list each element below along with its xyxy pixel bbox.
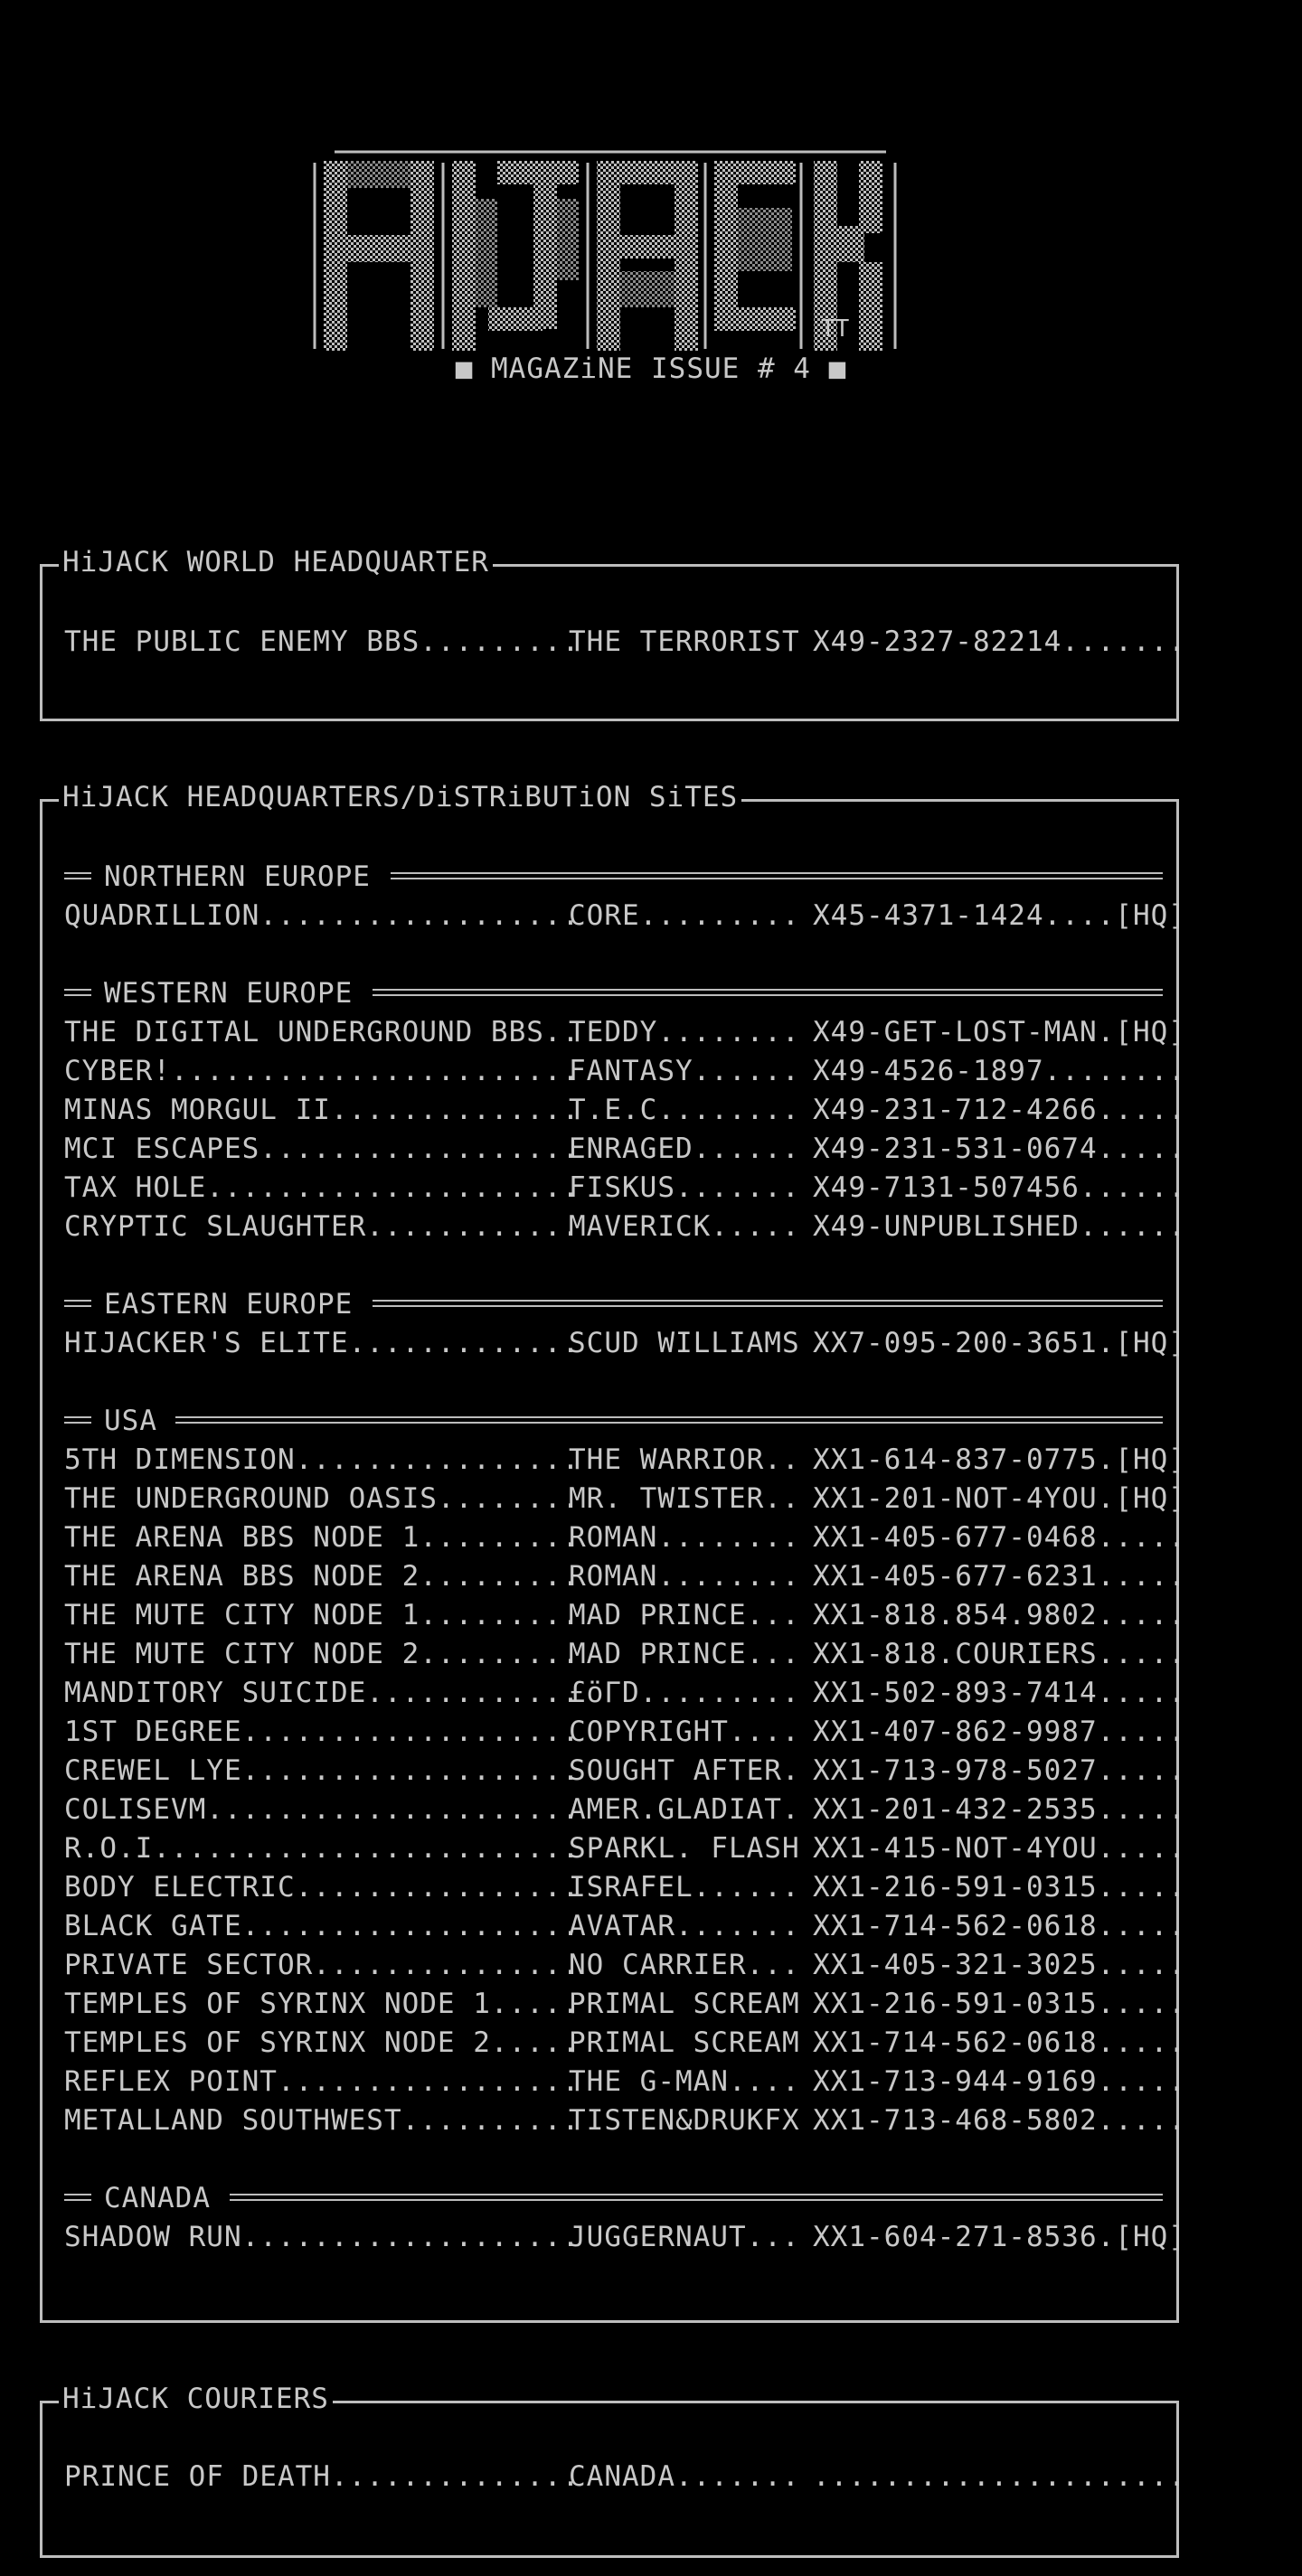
- listing-row: [64, 1479, 1186, 1518]
- sysop-name: COPYRIGHT....: [569, 1716, 800, 1748]
- section-box: [40, 546, 1186, 721]
- region-name: USA: [104, 1405, 157, 1437]
- section-title: HiJACK HEADQUARTERS/DiSTRiBUTiON SiTES: [59, 777, 741, 817]
- sysop-name: SOUGHT AFTER.: [569, 1754, 800, 1787]
- listing-row: [64, 1168, 1186, 1208]
- sysop-name: T.E.C........: [569, 1094, 800, 1126]
- sysop-name: MAD PRINCE...: [569, 1638, 800, 1670]
- phone-number: XX1-714-562-0618.....: [813, 1910, 1186, 1942]
- phone-number: XX1-407-862-9987.....: [813, 1716, 1186, 1748]
- bbs-name: METALLAND SOUTHWEST..........: [64, 2104, 580, 2137]
- listing-row: [64, 1673, 1186, 1713]
- listing-row: [64, 1984, 1186, 2024]
- bbs-name: TEMPLES OF SYRINX NODE 2.....: [64, 2026, 580, 2059]
- listing-row: [64, 1712, 1186, 1752]
- sysop-name: £öΓD.........: [569, 1677, 800, 1709]
- sysop-name: PRIMAL SCREAM: [569, 2026, 800, 2059]
- sysop-name: ISRAFEL......: [569, 1871, 800, 1904]
- section-title: HiJACK WORLD HEADQUARTER: [59, 542, 493, 582]
- region-rule: [373, 989, 1163, 996]
- listing-row: [64, 1012, 1186, 1052]
- sysop-name: JUGGERNAUT...: [569, 2221, 800, 2253]
- svg-text:TT: TT: [821, 315, 850, 343]
- section-box: [40, 781, 1186, 2323]
- section-title: HiJACK COURIERS: [59, 2379, 333, 2419]
- sysop-name: AMER.GLADIAT.: [569, 1793, 800, 1826]
- listing-row: [64, 1051, 1186, 1091]
- sysop-name: THE G-MAN....: [569, 2065, 800, 2098]
- phone-number: .....................: [813, 2460, 1186, 2493]
- bbs-name: TEMPLES OF SYRINX NODE 1.....: [64, 1988, 580, 2020]
- region-header: [64, 1401, 1163, 1441]
- phone-number: XX1-415-NOT-4YOU.....: [813, 1832, 1186, 1865]
- listing-row: [64, 2023, 1186, 2063]
- sysop-name: AVATAR.......: [569, 1910, 800, 1942]
- listing-row: [64, 896, 1186, 935]
- bbs-name: COLISEVM.....................: [64, 1793, 580, 1826]
- sysop-name: TEDDY........: [569, 1016, 800, 1048]
- bbs-name: REFLEX POINT.................: [64, 2065, 580, 2098]
- sysop-name: FISKUS.......: [569, 1171, 800, 1204]
- bbs-name: CYBER!.......................: [64, 1055, 580, 1087]
- phone-number: XX1-614-837-0775.[HQ]: [813, 1443, 1186, 1476]
- bbs-name: 1ST DEGREE...................: [64, 1716, 580, 1748]
- region-rule: [64, 1300, 91, 1307]
- region-rule: [175, 1416, 1163, 1424]
- bbs-name: MCI ESCAPES..................: [64, 1133, 580, 1165]
- listing-row: [64, 1440, 1186, 1480]
- phone-number: XX1-818.COURIERS.....: [813, 1638, 1186, 1670]
- sysop-name: THE WARRIOR..: [569, 1443, 800, 1476]
- phone-number: XX1-405-321-3025.....: [813, 1949, 1186, 1981]
- sysop-name: CORE.........: [569, 899, 800, 932]
- listing-row: [64, 1595, 1186, 1635]
- region-header: [64, 1284, 1163, 1324]
- bbs-name: BLACK GATE...................: [64, 1910, 580, 1942]
- sysop-name: SPARKL. FLASH: [569, 1832, 800, 1865]
- phone-number: XX1-604-271-8536.[HQ]: [813, 2221, 1186, 2253]
- listing-row: [64, 1207, 1186, 1246]
- region-rule: [391, 872, 1163, 879]
- sysop-name: ENRAGED......: [569, 1133, 800, 1165]
- phone-number: XX1-405-677-0468.....: [813, 1521, 1186, 1554]
- listing-row: [64, 1090, 1186, 1130]
- listing-row: [64, 1829, 1186, 1868]
- phone-number: XX1-216-591-0315.....: [813, 1871, 1186, 1904]
- phone-number: XX1-502-893-7414.....: [813, 1677, 1186, 1709]
- bbs-name: R.O.I........................: [64, 1832, 580, 1865]
- bbs-name: THE ARENA BBS NODE 1.........: [64, 1521, 580, 1554]
- sysop-name: SCUD WILLIAMS: [569, 1327, 800, 1359]
- region-header: [64, 2178, 1163, 2218]
- sysop-name: MAD PRINCE...: [569, 1599, 800, 1631]
- bbs-name: CREWEL LYE...................: [64, 1754, 580, 1787]
- listing-row: [64, 1323, 1186, 1363]
- phone-number: X49-UNPUBLISHED......: [813, 1210, 1186, 1243]
- phone-number: XX1-201-NOT-4YOU.[HQ]: [813, 1482, 1186, 1515]
- phone-number: XX1-713-978-5027.....: [813, 1754, 1186, 1787]
- listing-row: [64, 622, 1186, 662]
- bbs-name: BODY ELECTRIC................: [64, 1871, 580, 1904]
- bbs-name: THE PUBLIC ENEMY BBS.........: [64, 625, 580, 658]
- bbs-name: THE MUTE CITY NODE 2.........: [64, 1638, 580, 1670]
- region-rule: [64, 1416, 91, 1424]
- region-header: [64, 857, 1163, 897]
- bbs-name: THE MUTE CITY NODE 1.........: [64, 1599, 580, 1631]
- bbs-name: PRIVATE SECTOR...............: [64, 1949, 580, 1981]
- listing-row: [64, 2062, 1186, 2101]
- phone-number: XX1-713-468-5802.....: [813, 2104, 1186, 2137]
- bbs-name: HIJACKER'S ELITE.............: [64, 1327, 580, 1359]
- phone-number: XX1-201-432-2535.....: [813, 1793, 1186, 1826]
- phone-number: X49-2327-82214.......: [813, 625, 1186, 658]
- region-rule: [373, 1300, 1163, 1307]
- phone-number: XX1-405-677-6231.....: [813, 1560, 1186, 1593]
- listing-row: [64, 2217, 1186, 2257]
- listing-row: [64, 1634, 1186, 1674]
- bbs-name: QUADRILLION..................: [64, 899, 580, 932]
- phone-number: XX1-818.854.9802.....: [813, 1599, 1186, 1631]
- region-header: [64, 973, 1163, 1013]
- phone-number: XX1-714-562-0618.....: [813, 2026, 1186, 2059]
- region-name: WESTERN EUROPE: [104, 977, 354, 1010]
- bbs-name: 5TH DIMENSION................: [64, 1443, 580, 1476]
- hijack-logo: [307, 145, 915, 354]
- phone-number: X49-231-531-0674.....: [813, 1133, 1186, 1165]
- region-name: NORTHERN EUROPE: [104, 860, 371, 893]
- magazine-issue-line: ■ MAGAZiNE ISSUE # 4 ■: [455, 353, 847, 385]
- region-rule: [64, 989, 91, 996]
- sysop-name: NO CARRIER...: [569, 1949, 800, 1981]
- sysop-name: FANTASY......: [569, 1055, 800, 1087]
- phone-number: XX1-713-944-9169.....: [813, 2065, 1186, 2098]
- region-rule: [64, 2194, 91, 2201]
- listing-row: [64, 1129, 1186, 1169]
- bbs-name: THE UNDERGROUND OASIS........: [64, 1482, 580, 1515]
- listing-row: [64, 1790, 1186, 1829]
- sysop-name: ROMAN........: [569, 1521, 800, 1554]
- sysop-name: ROMAN........: [569, 1560, 800, 1593]
- listing-row: [64, 2101, 1186, 2140]
- region-name: CANADA: [104, 2182, 211, 2214]
- phone-number: X45-4371-1424....[HQ]: [813, 899, 1186, 932]
- listing-row: [64, 1556, 1186, 1596]
- phone-number: X49-GET-LOST-MAN.[HQ]: [813, 1016, 1186, 1048]
- listing-row: [64, 1518, 1186, 1557]
- listing-row: [64, 1751, 1186, 1791]
- bbs-name: CRYPTIC SLAUGHTER............: [64, 1210, 580, 1243]
- listing-row: [64, 1945, 1186, 1985]
- region-rule: [64, 872, 91, 879]
- bbs-name: SHADOW RUN...................: [64, 2221, 580, 2253]
- phone-number: X49-7131-507456......: [813, 1171, 1186, 1204]
- listing-row: [64, 2457, 1186, 2496]
- bbs-name: TAX HOLE.....................: [64, 1171, 580, 1204]
- region-rule: [230, 2194, 1163, 2201]
- sysop-name: CANADA.......: [569, 2460, 800, 2493]
- phone-number: XX7-095-200-3651.[HQ]: [813, 1327, 1186, 1359]
- sysop-name: MR. TWISTER..: [569, 1482, 800, 1515]
- bbs-name: THE DIGITAL UNDERGROUND BBS..: [64, 1016, 580, 1048]
- listing-row: [64, 1906, 1186, 1946]
- sysop-name: PRIMAL SCREAM: [569, 1988, 800, 2020]
- bbs-name: MANDITORY SUICIDE............: [64, 1677, 580, 1709]
- sysop-name: TISTEN&DRUKFX: [569, 2104, 800, 2137]
- listing-row: [64, 1867, 1186, 1907]
- phone-number: XX1-216-591-0315.....: [813, 1988, 1186, 2020]
- section-box: [40, 2383, 1186, 2558]
- bbs-name: MINAS MORGUL II..............: [64, 1094, 580, 1126]
- phone-number: X49-231-712-4266.....: [813, 1094, 1186, 1126]
- sysop-name: THE TERRORIST: [569, 625, 800, 658]
- sysop-name: MAVERICK.....: [569, 1210, 800, 1243]
- region-name: EASTERN EUROPE: [104, 1288, 354, 1321]
- phone-number: X49-4526-1897........: [813, 1055, 1186, 1087]
- bbs-name: PRINCE OF DEATH..............: [64, 2460, 580, 2493]
- bbs-name: THE ARENA BBS NODE 2.........: [64, 1560, 580, 1593]
